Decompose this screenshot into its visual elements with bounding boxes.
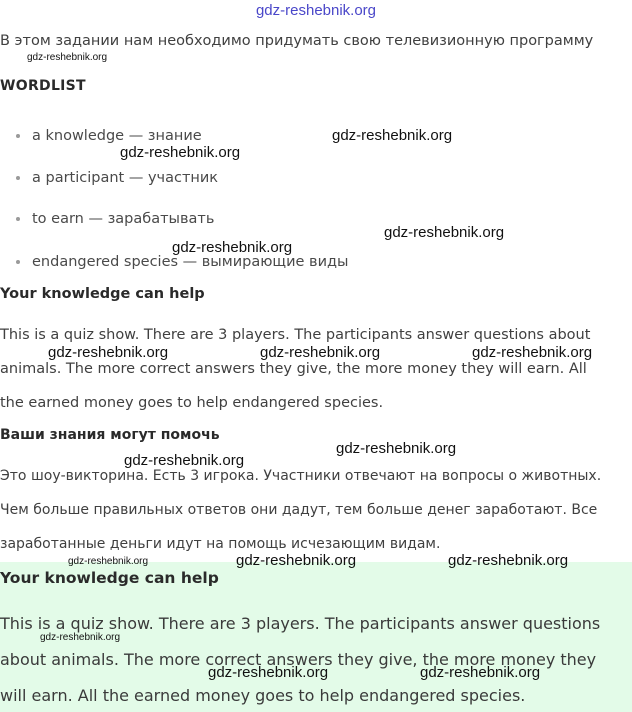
wordlist-item (16, 254, 348, 270)
watermark: gdz-reshebnik.org (260, 344, 381, 361)
watermark: gdz-reshebnik.org (68, 556, 149, 567)
english-line: animals. The more correct answers they give, the more money they will earn. All (0, 361, 587, 377)
wordlist-item-text: to earn — зарабатывать (32, 211, 215, 227)
bullet-icon (16, 176, 20, 180)
wordlist-item-text: endangered species — вымирающие виды (32, 254, 349, 270)
watermark: gdz-reshebnik.org (120, 144, 241, 161)
highlight-line: about animals. The more correct answers they give, the more money they (0, 650, 597, 669)
watermark: gdz-reshebnik.org (332, 127, 453, 144)
wordlist-item (16, 170, 218, 186)
bullet-icon (16, 134, 20, 138)
wordlist-item-text: a knowledge — знание (32, 128, 202, 144)
watermark: gdz-reshebnik.org (172, 239, 293, 256)
watermark: gdz-reshebnik.org (208, 664, 329, 681)
russian-line: заработанные деньги идут на помощь исчезающим видам. (0, 536, 441, 552)
watermark: gdz-reshebnik.org (40, 632, 121, 643)
intro-text: В этом задании нам необходимо придумать свою телевизионную программу (0, 33, 594, 49)
english-heading: Your knowledge can help (0, 286, 205, 302)
wordlist-item (16, 211, 214, 227)
watermark: gdz-reshebnik.org (48, 344, 169, 361)
watermark: gdz-reshebnik.org (236, 552, 357, 569)
watermark: gdz-reshebnik.org (420, 664, 541, 681)
watermark: gdz-reshebnik.org (336, 440, 457, 457)
english-line: This is a quiz show. There are 3 players. The participants answer questions about (0, 327, 591, 343)
watermark: gdz-reshebnik.org (124, 452, 245, 469)
watermark: gdz-reshebnik.org (27, 52, 108, 63)
bullet-icon (16, 260, 20, 264)
russian-line: Это шоу-викторина. Есть 3 игрока. Участники отвечают на вопросы о животных. (0, 468, 602, 484)
highlight-line: will earn. All the earned money goes to help endangered species. (0, 686, 526, 705)
watermark: gdz-reshebnik.org (472, 344, 593, 361)
russian-heading: Ваши знания могут помочь (0, 427, 220, 443)
wordlist-item-text: a participant — участник (32, 170, 219, 186)
site-header-link[interactable]: gdz-reshebnik.org (255, 2, 377, 19)
highlight-line: This is a quiz show. There are 3 players. The participants answer questions (0, 614, 601, 633)
highlight-heading: Your knowledge can help (0, 569, 219, 587)
bullet-icon (16, 217, 20, 221)
wordlist-heading: WORDLIST (0, 78, 86, 94)
english-line: the earned money goes to help endangered species. (0, 395, 384, 411)
wordlist-item (16, 128, 202, 144)
watermark: gdz-reshebnik.org (448, 552, 569, 569)
russian-line: Чем больше правильных ответов они дадут, тем больше денег заработают. Все (0, 502, 598, 518)
watermark: gdz-reshebnik.org (384, 224, 505, 241)
